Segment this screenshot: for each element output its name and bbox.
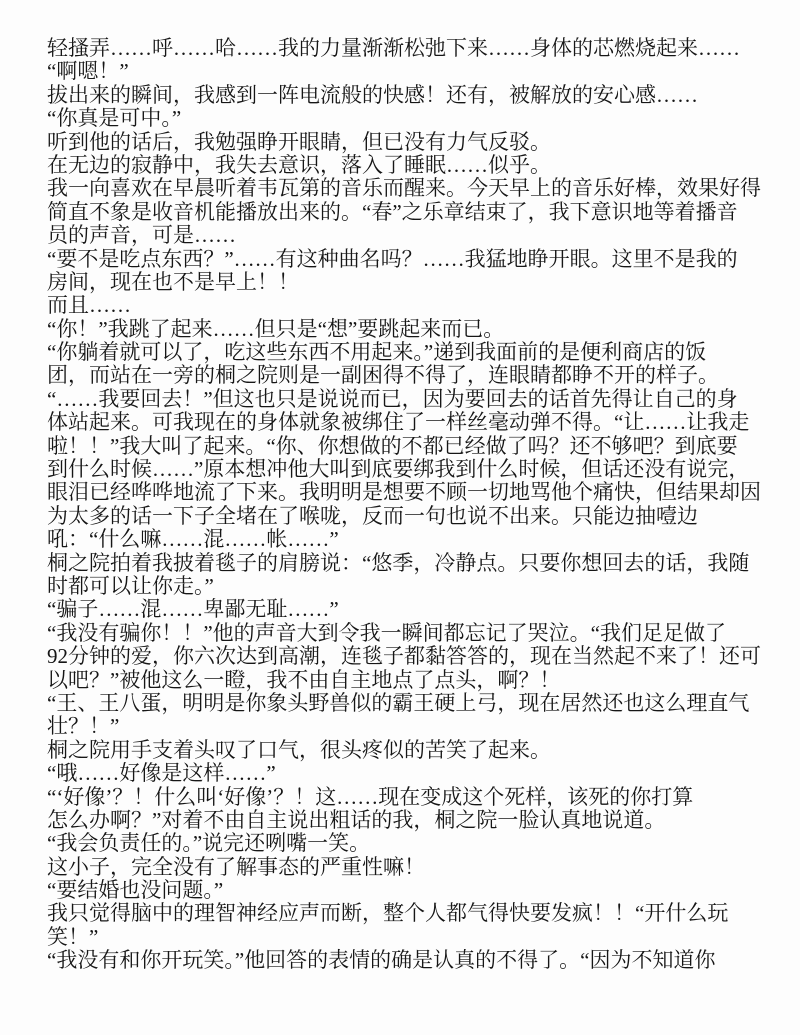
text-line: 壮？！” <box>47 714 120 739</box>
text-line: “‘好像’？！什么叫‘好像’？！这……现在变成这个死样，该死的你打算 <box>47 784 694 809</box>
text-line: 以吧？”被他这么一瞪，我不由自主地点了点头，啊？！ <box>47 667 561 692</box>
text-line: “我没有和你开玩笑。”他回答的表情的确是认真的不得了。“因为不知道你 <box>47 948 716 973</box>
text-line: 听到他的话后，我勉强睁开眼睛，但已没有力气反驳。 <box>47 129 551 154</box>
text-line: “我没有骗你！！”他的声音大到令我一瞬间都忘记了哭泣。“我们足足做了 <box>47 620 726 645</box>
text-line: 而且…… <box>47 293 131 318</box>
text-line: “王、王八蛋，明明是你象头野兽似的霸王硬上弓，现在居然还也这么理直气 <box>47 690 750 715</box>
text-line: 92分钟的爱，你六次达到高潮，连毯子都黏答答的，现在当然起不来了！还可 <box>47 644 761 669</box>
text-line: 吼：“什么嘛……混……帐……” <box>47 527 339 552</box>
text-line: “骗子……混……卑鄙无耻……” <box>47 597 339 622</box>
text-line: 眼泪已经哗哗地流了下来。我明明是想要不顾一切地骂他个痛快，但结果却因 <box>47 480 761 505</box>
text-line: 啦！！”我大叫了起来。“你、你想做的不都已经做了吗？还不够吧？到底要 <box>47 433 738 458</box>
text-line: 团，而站在一旁的桐之院则是一副困得不得了，连眼睛都睁不开的样子。 <box>47 363 719 388</box>
text-line: 桐之院用手支着头叹了口气，很头疼似的苦笑了起来。 <box>47 737 551 762</box>
text-line: “啊嗯！” <box>47 59 129 84</box>
text-line: 到什么时候……”原本想冲他大叫到底要绑我到什么时候，但话还没有说完， <box>47 457 750 482</box>
text-line: “我会负责任的。”说完还咧嘴一笑。 <box>47 831 371 856</box>
text-line: 为太多的话一下子全堵在了喉咙，反而一句也说不出来。只能边抽噎边 <box>47 503 698 528</box>
text-line: 员的声音，可是…… <box>47 223 236 248</box>
text-line: “要结婚也没问题。” <box>47 878 224 903</box>
text-line: 轻搔弄……呼……哈……我的力量渐渐松弛下来……身体的芯燃烧起来…… <box>47 36 740 60</box>
text-line: 在无边的寂静中，我失去意识，落入了睡眠……似乎。 <box>47 152 551 177</box>
text-line: “你躺着就可以了，吃这些东西不用起来。”递到我面前的是便利商店的饭 <box>47 340 707 365</box>
text-line: 体站起来。可我现在的身体就象被绑住了一样丝毫动弹不得。“让……让我走 <box>47 410 750 435</box>
text-line: 怎么办啊？”对着不由自主说出粗话的我，桐之院一脸认真地说道。 <box>47 807 666 832</box>
text-line: “你！”我跳了起来……但只是“想”要跳起来而已。 <box>47 316 505 341</box>
text-line: “哦……好像是这样……” <box>47 761 276 786</box>
text-line: 拔出来的瞬间，我感到一阵电流般的快感！还有，被解放的安心感…… <box>47 82 698 107</box>
text-line: “……我要回去！”但这也只是说说而已，因为要回去的话首先得让自己的身 <box>47 386 738 411</box>
text-line: 这小子，完全没有了解事态的严重性嘛！ <box>47 854 425 879</box>
text-line: 我一向喜欢在早晨听着韦瓦第的音乐而醒来。今天早上的音乐好棒，效果好得 <box>47 176 761 201</box>
text-line: “要不是吃点东西？”……有这种曲名吗？……我猛地睁开眼。这里不是我的 <box>47 246 738 271</box>
text-line: 笑！” <box>47 924 99 949</box>
text-line: 桐之院拍着我披着毯子的肩膀说：“悠季，冷静点。只要你想回去的话，我随 <box>47 550 750 575</box>
text-line: 房间，现在也不是早上！！ <box>47 269 299 294</box>
text-line: 简直不象是收音机能播放出来的。“春”之乐章结束了，我下意识地等着播音 <box>47 199 738 224</box>
text-line: “你真是可中。” <box>47 106 182 131</box>
text-block <box>47 37 764 973</box>
text-line: 时都可以让你走。” <box>47 573 214 598</box>
text-line: 我只觉得脑中的理智神经应声而断，整个人都气得快要发疯！！“开什么玩 <box>47 901 729 926</box>
